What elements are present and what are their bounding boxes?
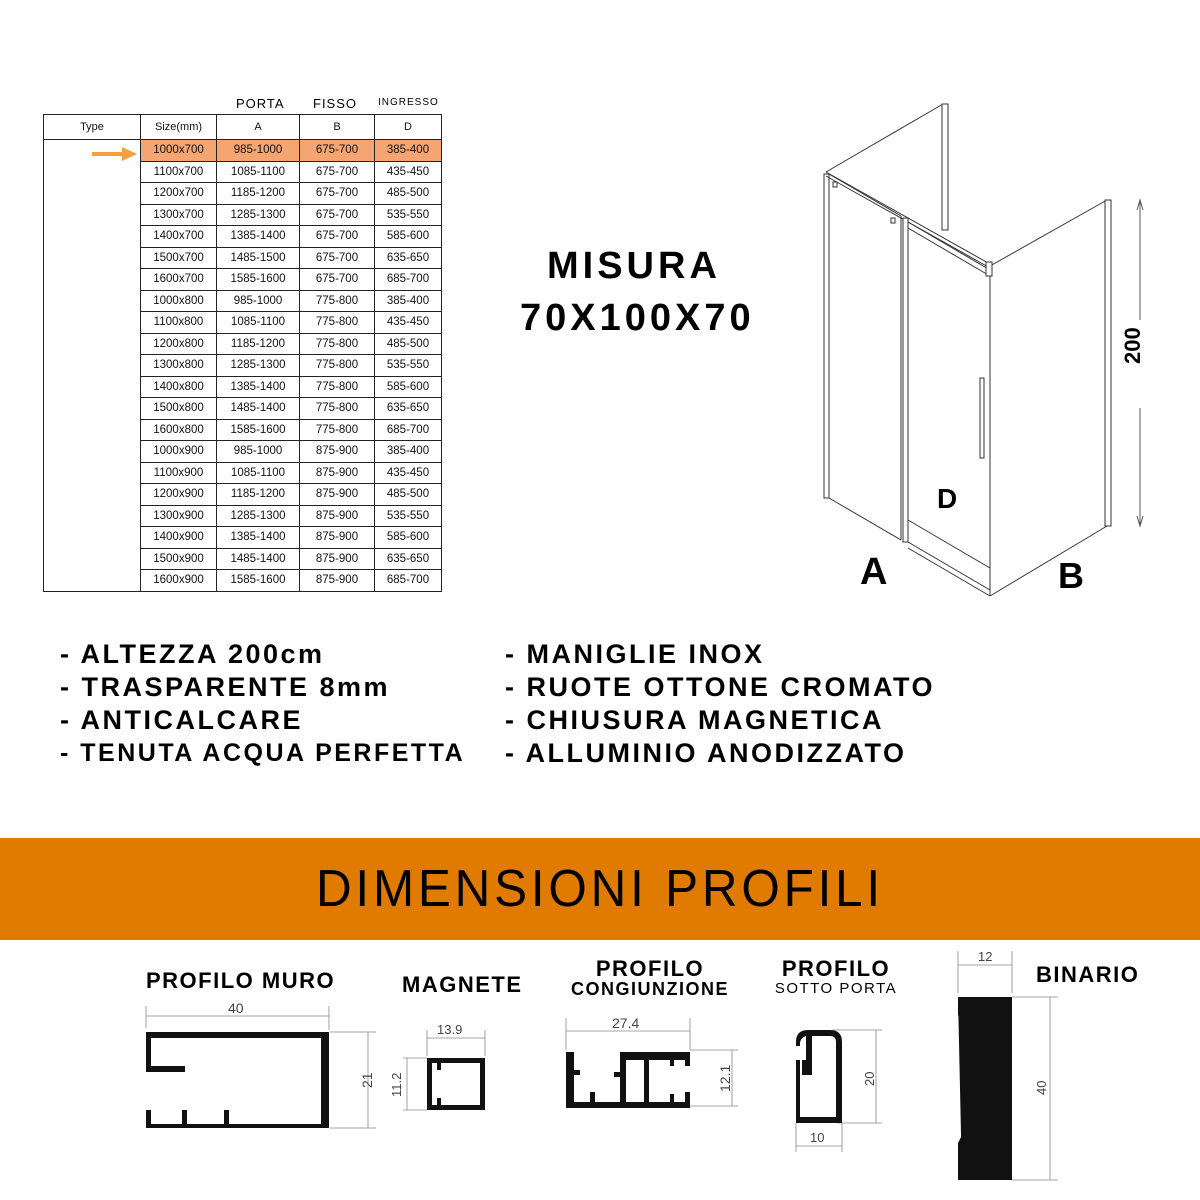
section-banner [0,838,1200,940]
col-a: A [217,115,300,140]
porta-a-cell: 1485-1500 [217,247,300,269]
ingresso-d-cell: 585-600 [375,226,442,248]
size-cell: 1100x700 [141,161,217,183]
fisso-b-cell: 875-900 [300,484,375,506]
profile-muro-height: 21 [359,1072,375,1088]
feature-item: - ANTICALCARE [60,705,303,735]
porta-a-cell: 1385-1400 [217,527,300,549]
porta-a-cell: 1485-1400 [217,548,300,570]
fisso-b-cell: 675-700 [300,140,375,162]
ingresso-d-cell: 435-450 [375,462,442,484]
feature-item: - TRASPARENTE 8mm [60,672,391,702]
ingresso-d-cell: 485-500 [375,484,442,506]
profile-binario-drawing [940,945,1060,1185]
profile-sotto-porta-title-1: PROFILO [781,956,891,981]
porta-a-cell: 1085-1100 [217,161,300,183]
ingresso-d-cell: 385-400 [375,441,442,463]
size-cell: 1500x900 [141,548,217,570]
profile-magnete-drawing [385,1020,495,1115]
porta-a-cell: 1285-1300 [217,505,300,527]
porta-a-cell: 1085-1100 [217,462,300,484]
header-porta: PORTA [236,96,285,111]
size-cell: 1000x900 [141,441,217,463]
fisso-b-cell: 775-800 [300,355,375,377]
ingresso-d-cell: 635-650 [375,247,442,269]
col-d: D [375,115,442,140]
fisso-b-cell: 675-700 [300,204,375,226]
fisso-b-cell: 775-800 [300,398,375,420]
profile-muro-title: PROFILO MURO [146,968,336,993]
porta-a-cell: 1285-1300 [217,355,300,377]
height-label: 200 [1120,327,1145,364]
fisso-b-cell: 875-900 [300,527,375,549]
misura-block [520,240,755,344]
ingresso-d-cell: 385-400 [375,290,442,312]
porta-a-cell: 1585-1600 [217,570,300,592]
ingresso-d-cell: 635-650 [375,398,442,420]
feature-item: - ALLUMINIO ANODIZZATO [505,738,907,768]
ingresso-d-cell: 685-700 [375,570,442,592]
porta-a-cell: 985-1000 [217,140,300,162]
porta-a-cell: 1385-1400 [217,226,300,248]
profile-binario-height: 40 [1034,1080,1049,1095]
porta-a-cell: 1185-1200 [217,333,300,355]
porta-a-cell: 1385-1400 [217,376,300,398]
misura-value: 70X100X70 [520,297,755,339]
size-cell: 1100x900 [141,462,217,484]
section-banner-title: DIMENSIONI PROFILI [316,860,884,918]
profile-sotto-porta-width: 10 [810,1130,825,1145]
label-b: B [1058,555,1084,596]
ingresso-d-cell: 385-400 [375,140,442,162]
size-cell: 1600x700 [141,269,217,291]
col-size: Size(mm) [141,115,217,140]
size-cell: 1200x700 [141,183,217,205]
size-cell: 1600x800 [141,419,217,441]
label-d: D [937,483,958,514]
feature-item: - ALTEZZA 200cm [60,639,325,669]
size-cell: 1300x800 [141,355,217,377]
profile-congiunzione-width: 27.4 [612,1015,640,1031]
fisso-b-cell: 675-700 [300,269,375,291]
fisso-b-cell: 875-900 [300,441,375,463]
shower-enclosure-diagram [800,90,1160,610]
ingresso-d-cell: 535-550 [375,355,442,377]
size-cell: 1300x900 [141,505,217,527]
size-cell: 1000x800 [141,290,217,312]
size-cell: 1400x700 [141,226,217,248]
size-cell: 1100x800 [141,312,217,334]
fisso-b-cell: 775-800 [300,419,375,441]
feature-item: - MANIGLIE INOX [505,639,765,669]
ingresso-d-cell: 685-700 [375,419,442,441]
size-cell: 1000x700 [141,140,217,162]
profile-magnete-title: MAGNETE [402,972,523,997]
size-cell: 1200x800 [141,333,217,355]
porta-a-cell: 1285-1300 [217,204,300,226]
size-cell: 1500x700 [141,247,217,269]
size-table [43,114,442,592]
profile-congiunzione-title-2: CONGIUNZIONE [570,979,729,999]
ingresso-d-cell: 585-600 [375,376,442,398]
profile-sotto-porta-title-2: SOTTO PORTA [774,980,898,997]
ingresso-d-cell: 535-550 [375,204,442,226]
porta-a-cell: 1185-1200 [217,183,300,205]
header-fisso: FISSO [313,96,358,111]
porta-a-cell: 1585-1600 [217,269,300,291]
porta-a-cell: 1585-1600 [217,419,300,441]
fisso-b-cell: 775-800 [300,312,375,334]
ingresso-d-cell: 535-550 [375,505,442,527]
header-ingresso: INGRESSO [378,97,439,108]
size-table-body [44,140,442,592]
ingresso-d-cell: 585-600 [375,527,442,549]
fisso-b-cell: 775-800 [300,333,375,355]
ingresso-d-cell: 435-450 [375,161,442,183]
ingresso-d-cell: 685-700 [375,269,442,291]
table-header-row [44,115,442,140]
fisso-b-cell: 775-800 [300,376,375,398]
misura-label: MISURA [547,245,721,287]
ingresso-d-cell: 635-650 [375,548,442,570]
size-cell: 1400x800 [141,376,217,398]
size-cell: 1600x900 [141,570,217,592]
profile-sotto-porta-title [766,956,906,997]
profile-congiunzione-drawing [560,1010,750,1120]
fisso-b-cell: 675-700 [300,183,375,205]
porta-a-cell: 1085-1100 [217,312,300,334]
profile-congiunzione-title [562,956,738,1000]
fisso-b-cell: 775-800 [300,290,375,312]
profile-binario-title: BINARIO [1036,962,1140,987]
size-cell: 1500x800 [141,398,217,420]
porta-a-cell: 1185-1200 [217,484,300,506]
highlight-arrow-icon [92,146,138,162]
ingresso-d-cell: 435-450 [375,312,442,334]
table-group-headers [0,96,460,116]
feature-item: - RUOTE OTTONE CROMATO [505,672,935,702]
fisso-b-cell: 875-900 [300,548,375,570]
features-right [505,638,935,770]
fisso-b-cell: 875-900 [300,462,375,484]
profile-sotto-porta-drawing [790,1020,890,1160]
feature-item: - CHIUSURA MAGNETICA [505,705,884,735]
porta-a-cell: 1485-1400 [217,398,300,420]
fisso-b-cell: 675-700 [300,161,375,183]
col-b: B [300,115,375,140]
porta-a-cell: 985-1000 [217,441,300,463]
profile-sotto-porta-height: 20 [862,1071,877,1086]
profile-magnete-width: 13.9 [437,1022,463,1037]
col-type: Type [44,115,141,140]
features-left [60,638,465,770]
profile-congiunzione-title-1: PROFILO [595,956,705,981]
profile-binario-width: 12 [978,949,993,964]
profile-muro-width: 40 [228,1000,244,1016]
profile-magnete-height: 11.2 [389,1072,404,1097]
fisso-b-cell: 675-700 [300,247,375,269]
size-cell: 1300x700 [141,204,217,226]
profile-muro-drawing [140,998,380,1138]
type-cell [44,140,141,592]
profile-congiunzione-height: 12.1 [717,1064,733,1092]
ingresso-d-cell: 485-500 [375,333,442,355]
fisso-b-cell: 675-700 [300,226,375,248]
ingresso-d-cell: 485-500 [375,183,442,205]
fisso-b-cell: 875-900 [300,505,375,527]
size-cell: 1400x900 [141,527,217,549]
porta-a-cell: 985-1000 [217,290,300,312]
feature-item: - TENUTA ACQUA PERFETTA [60,739,466,767]
fisso-b-cell: 875-900 [300,570,375,592]
size-cell: 1200x900 [141,484,217,506]
label-a: A [860,551,888,593]
